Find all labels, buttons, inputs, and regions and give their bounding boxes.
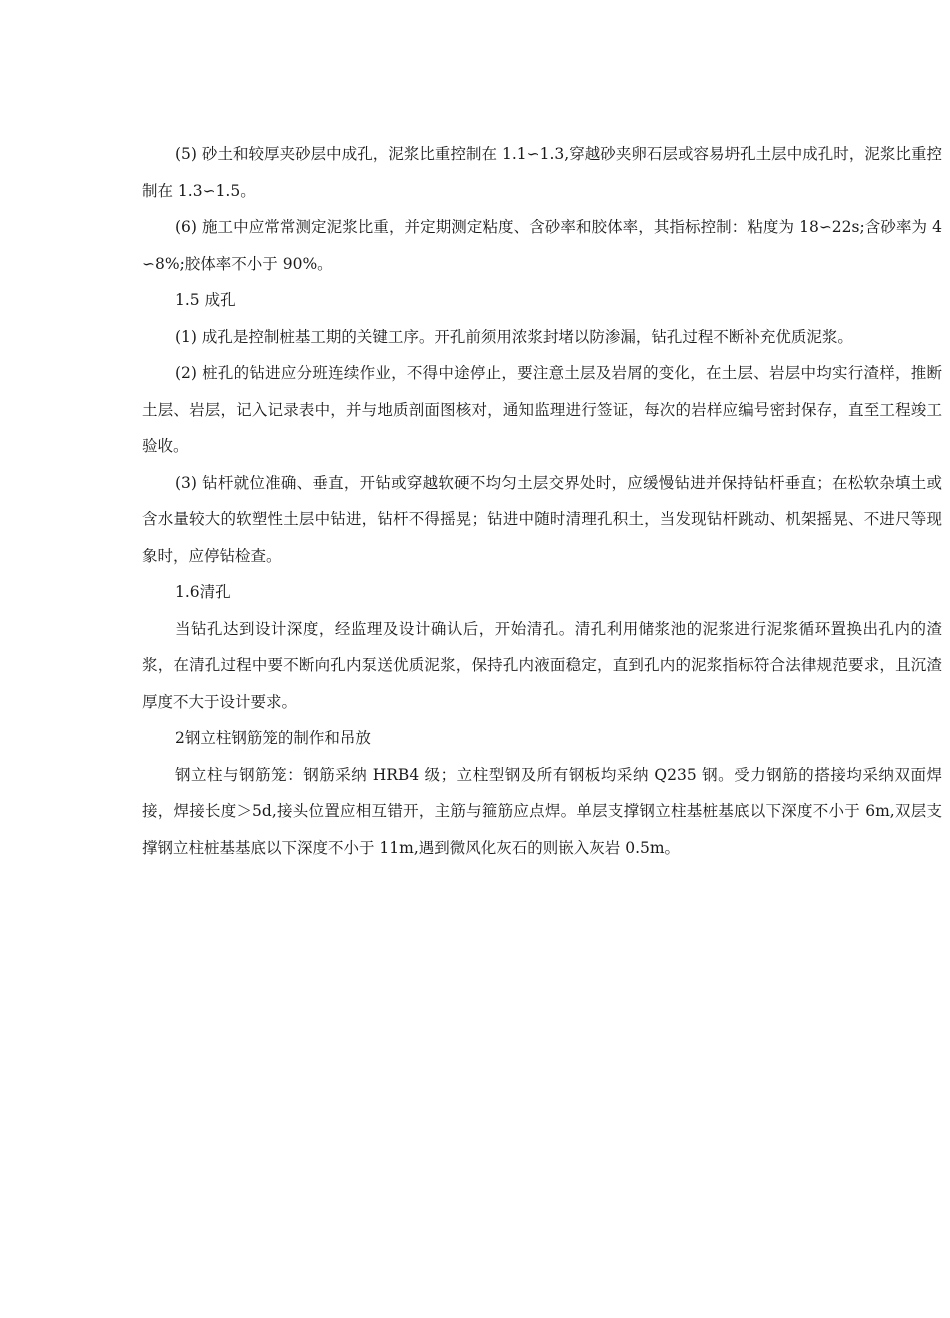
paragraph-mud-density-sand: (5) 砂土和较厚夹砂层中成孔，泥浆比重控制在 1.1∽1.3,穿越砂夹卵石层或容易坍孔土层中成孔时，泥浆比重控制在 1.3∽1.5。 <box>142 145 942 200</box>
document-body <box>142 136 942 866</box>
section-heading-hole-forming: 1.5 成孔 <box>175 291 236 309</box>
paragraph-drill-rod-positioning: (3) 钻杆就位准确、垂直，开钻或穿越软硬不均匀土层交界处时，应缓慢钻进并保持钻杆垂直；在松软杂填土或含水量较大的软塑性土层中钻进，钻杆不得摇晃；钻进中随时清理孔积土，当发现钻杆跳动、机架摇晃、不进尺等现象时，应停钻检查。 <box>142 473 942 565</box>
paragraph-hole-cleaning: 当钻孔达到设计深度，经监理及设计确认后，开始清孔。清孔利用储浆池的泥浆进行泥浆循环置换出孔内的渣浆，在清孔过程中要不断向孔内泵送优质泥浆，保持孔内液面稳定，直到孔内的泥浆指标符合法律规范要求，且沉渣厚度不大于设计要求。 <box>142 619 942 711</box>
paragraph-continuous-drilling: (2) 桩孔的钻进应分班连续作业，不得中途停止，要注意土层及岩屑的变化，在土层、岩层中均实行渣样，推断土层、岩层，记入记录表中，并与地质剖面图核对，通知监理进行签证，每次的岩样应编号密封保存，直至工程竣工验收。 <box>142 364 942 455</box>
paragraph-hole-forming-key-process: (1) 成孔是控制桩基工期的关键工序。开孔前须用浓浆封堵以防渗漏，钻孔过程不断补充优质泥浆。 <box>175 327 853 346</box>
section-heading-hole-cleaning: 1.6清孔 <box>175 583 231 601</box>
paragraph-mud-testing: (6) 施工中应常常测定泥浆比重，并定期测定粘度、含砂率和胶体率，其指标控制：粘度为 18∽22s;含砂率为 4∽8%;胶体率不小于 90%。 <box>142 218 942 273</box>
section-heading-steel-cage: 2钢立柱钢筋笼的制作和吊放 <box>175 729 371 747</box>
paragraph-steel-column-cage: 钢立柱与钢筋笼：钢筋采纳 HRB4 级；立柱型钢及所有钢板均采纳 Q235 钢。受力钢筋的搭接均采纳双面焊接，焊接长度＞5d,接头位置应相互错开，主筋与箍筋应点焊。单层支撑钢立柱基桩基底以下深度不小于 6m,双层支撑钢立柱桩基基底以下深度不小于 11m,遇到微风化灰石的则嵌入灰岩 0.5m。 <box>142 765 942 857</box>
